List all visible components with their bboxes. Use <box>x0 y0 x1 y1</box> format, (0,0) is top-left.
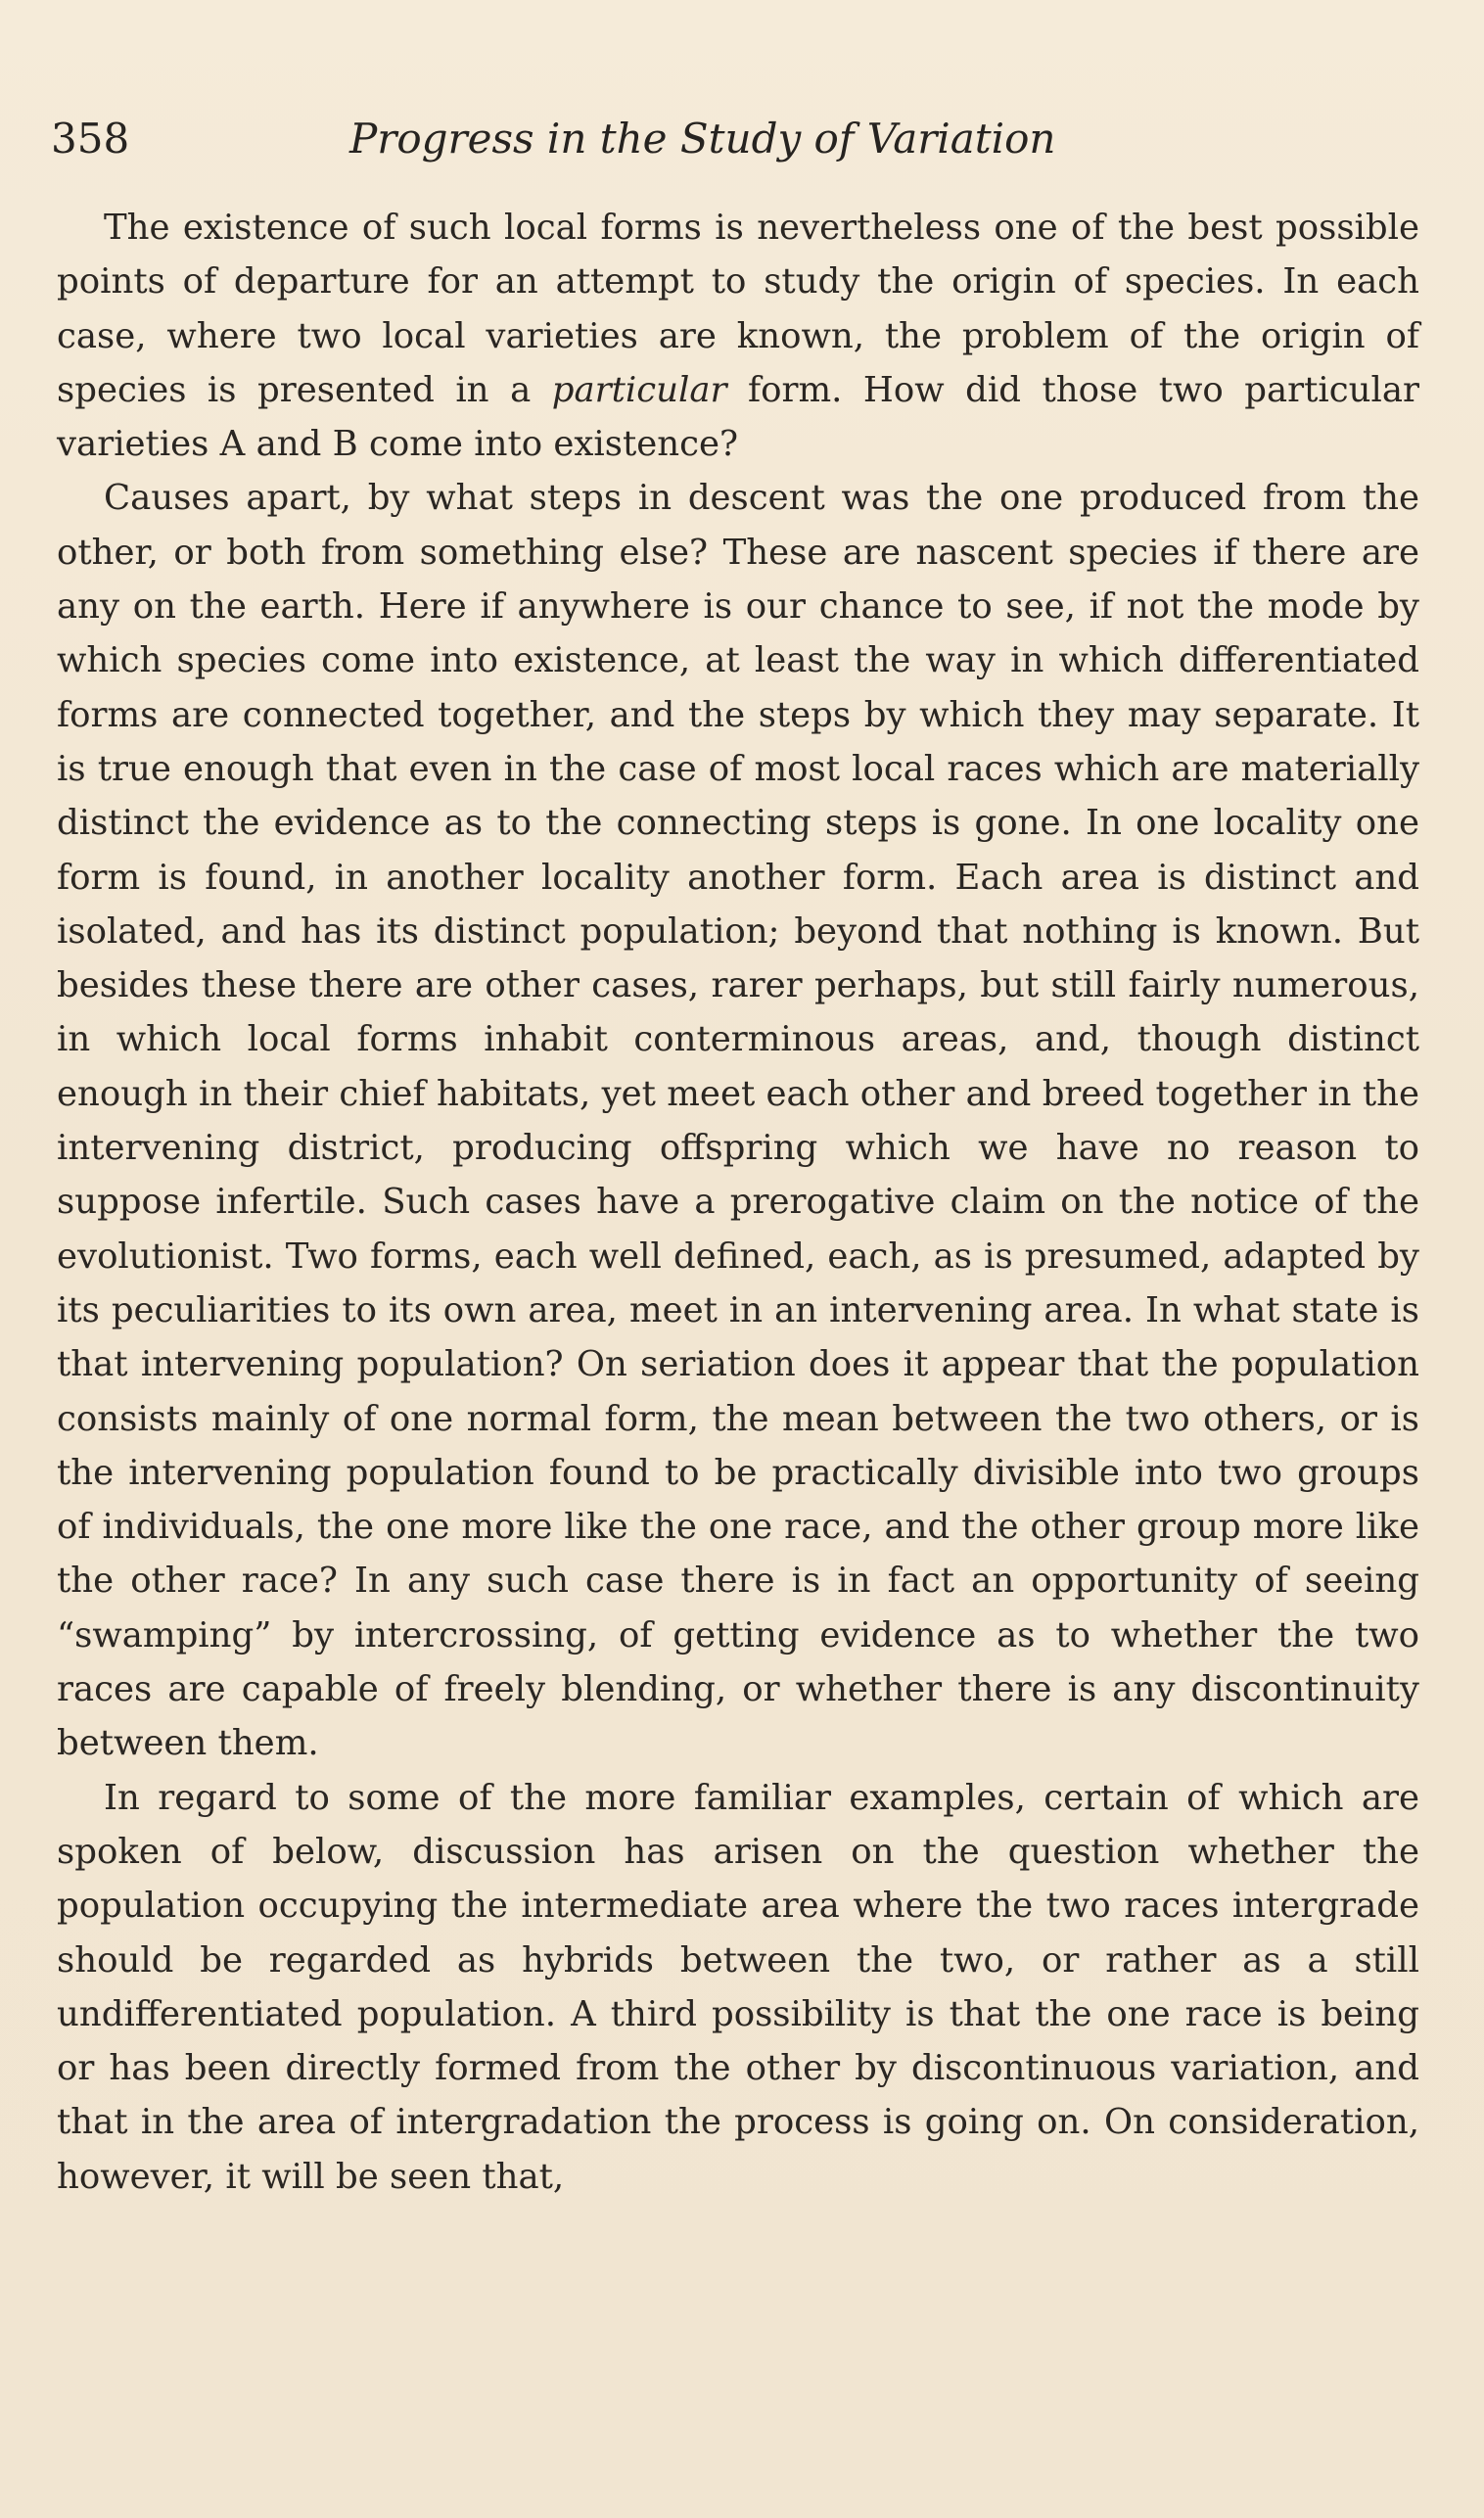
page-number: 358 <box>51 115 130 163</box>
paragraph-2: Causes apart, by what steps in descent was the one produced from the other, or both from something else? These are nascent species if there are any on the earth. Here if anywhere is our chance to see, if not the mode by which species come into existence, at least the way in which differentiated forms are connected together, and the steps by which they may separate. It is true enough that even in the case of most local races which are materially distinct the evidence as to the connecting steps is gone. In one locality one form is found, in another locality another form. Each area is distinct and isolated, and has its distinct population; beyond that nothing is known. But besides these there are other cases, rarer perhaps, but still fairly numerous, in which local forms inhabit conterminous areas, and, though distinct enough in their chief habitats, yet meet each other and breed together in the intervening district, producing offspring which we have no reason to suppose infertile. Such cases have a prerogative claim on the notice of the evolutionist. Two forms, each well defined, each, as is presumed, adapted by its peculiarities to its own area, meet in an intervening area. In what state is that intervening population? On seriation does it appear that the population consists mainly of one normal form, the mean between the two others, or is the intervening population found to be practically divisible into two groups of individuals, the one more like the one race, and the other group more like the other race? In any such case there is in fact an opportunity of seeing “swamping” by intercrossing, of getting evidence as to whether the two races are capable of freely blending, or whether there is any discontinuity between them. <box>57 478 1419 1764</box>
body-text <box>57 201 1419 2204</box>
paragraph-3: In regard to some of the more familiar examples, certain of which are spoken of below, discussion has arisen on the question whether the population occupying the intermediate area where the two races intergrade should be regarded as hybrids between the two, or rather as a still undifferentiated population. A third possibility is that the one race is being or has been directly formed from the other by discontinuous variation, and that in the area of intergradation the process is going on. On consideration, however, it will be seen that, <box>57 1777 1419 2197</box>
running-head <box>51 110 1433 168</box>
paragraph-1-text-after: form. How did those two particular varieties A and B come into existence? <box>57 369 1419 465</box>
paragraph-1-text-before: The existence of such local forms is nevertheless one of the best possible points of departure for an attempt to study the origin of species. In each case, where two local varieties are known, the problem of the origin of species is presented in a <box>57 208 1419 410</box>
paragraph-1 <box>57 201 1419 471</box>
emphasis-particular: particular <box>551 369 727 410</box>
running-title: Progress in the Study of Variation <box>349 115 1056 163</box>
